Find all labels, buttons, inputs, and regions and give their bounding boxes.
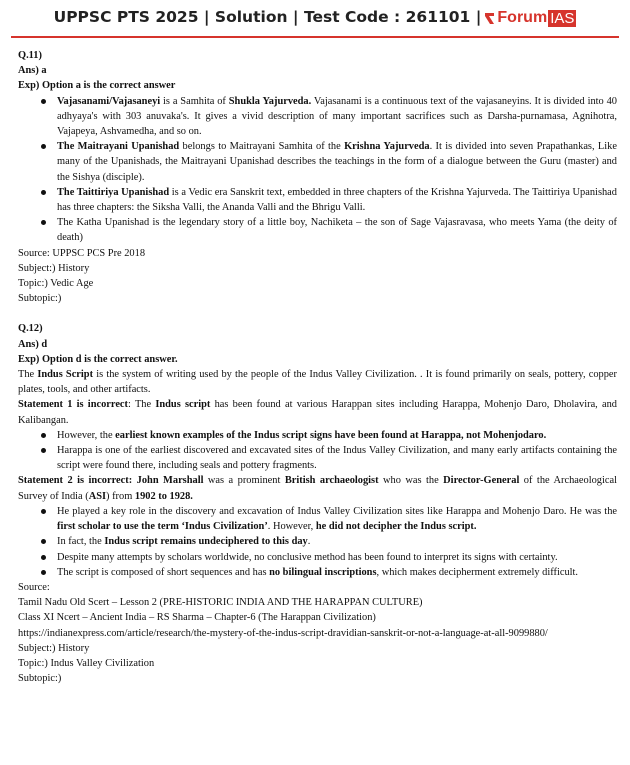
text-run: The xyxy=(18,369,38,381)
logo-ias-text: IAS xyxy=(550,9,575,27)
explanation-list xyxy=(39,94,617,246)
bold-term: no bilingual inscriptions xyxy=(269,566,377,578)
list-item xyxy=(39,565,617,580)
list-item xyxy=(39,504,617,534)
source-link[interactable]: https://indianexpress.com/article/research/the-mystery-of-the-indus-script-dravidian-sanskrit-or-not-a-language-at-all-9099880/ xyxy=(18,627,548,639)
page-header xyxy=(0,0,630,36)
intro-paragraph xyxy=(18,367,617,397)
subtopic-line: Subtopic:) xyxy=(18,673,62,685)
text-run: He played a key role in the discovery and excavation of Indus Valley Civilization sites like Harappa and Mohenjo Daro. He was the xyxy=(57,505,617,517)
bold-term: Indus script xyxy=(155,399,211,411)
text-run: of the Archaeological Survey of India ( xyxy=(18,475,617,502)
question-number: Q.12) xyxy=(18,323,43,335)
text-run: belongs to Maitrayani Samhita of the xyxy=(179,141,345,153)
text-run: . However, xyxy=(267,521,316,533)
statement-1-paragraph xyxy=(18,397,617,427)
bold-term: Shukla Yajurveda. xyxy=(228,95,312,107)
text-run: Vajasanami is a continuous text of the vajasaneyins. It is divided into 40 adhyaya's with 303 anuvaka's. It gives a vivid description of many important sacrifices such as Darsha-purnamasa, Agnihotra, Vajapeya, Ashvamedha, and so on. xyxy=(57,95,617,138)
bold-term: Statement 1 is incorrect xyxy=(18,399,129,411)
list-item: Despite many attempts by scholars worldwide, no conclusive method has been found to interpret its signs with certainty. xyxy=(39,550,617,565)
list-item xyxy=(39,428,617,443)
answer-line: Ans) a xyxy=(18,65,47,77)
source-line: Source: UPPSC PCS Pre 2018 xyxy=(18,247,146,259)
answer-line: Ans) d xyxy=(18,338,48,350)
list-item: Harappa is one of the earliest discovered and excavated sites of the Indus Valley Civilization, and many early artifacts containing the script were found there, including seals and pottery fragments. xyxy=(39,443,617,473)
source-line: Class XI Ncert – Ancient India – RS Sharma – Chapter-6 (The Harappan Civilization) xyxy=(18,612,376,624)
text-run: ) from xyxy=(106,490,135,502)
bold-term: Indus Script xyxy=(37,369,94,381)
source-label: Source: xyxy=(18,581,50,593)
subject-line: Subject:) History xyxy=(18,642,90,654)
bold-term: he did not decipher the Indus script. xyxy=(315,521,477,533)
bold-term: Director-General xyxy=(443,475,520,487)
bold-term: Krishna Yajurveda xyxy=(344,141,430,153)
bold-term: British archaeologist xyxy=(284,475,379,487)
bold-term: The Taittiriya Upanishad xyxy=(57,186,170,198)
text-run: . xyxy=(307,536,311,548)
bold-term: The Maitrayani Upanishad xyxy=(57,141,180,153)
text-run: : The xyxy=(128,399,156,411)
header-title: UPPSC PTS 2025 | Solution | Test Code : 261101 | xyxy=(53,8,482,27)
text-run: In fact, the xyxy=(57,536,105,548)
list-item xyxy=(39,94,617,140)
spacer xyxy=(18,306,617,321)
list-item xyxy=(39,185,617,215)
source-line: Tamil Nadu Old Scert – Lesson 2 (PRE-HISTORIC INDIA AND THE HARAPPAN CULTURE) xyxy=(18,597,423,609)
question-number: Q.11) xyxy=(18,50,42,61)
bold-term: ASI xyxy=(88,490,107,502)
text-run: who was the xyxy=(378,475,444,487)
bold-term: 1902 to 1928. xyxy=(134,490,193,502)
list-item xyxy=(39,139,617,185)
topic-line: Topic:) Indus Valley Civilization xyxy=(18,657,155,669)
bold-term: Statement 2 is incorrect: John Marshall xyxy=(18,475,204,487)
text-run: was a prominent xyxy=(203,475,285,487)
bold-term: Vajasanami/Vajasaneyi xyxy=(57,95,161,107)
bold-term: first scholar to use the term ‘Indus Civilization’ xyxy=(57,521,268,533)
subject-line: Subject:) History xyxy=(18,262,90,274)
text-run: , which makes decipherment extremely difficult. xyxy=(376,566,579,578)
explanation-heading: Exp) Option d is the correct answer. xyxy=(18,353,178,365)
text-run: The script is composed of short sequences and has xyxy=(57,566,270,578)
statement-2-paragraph xyxy=(18,473,617,503)
bold-term: earliest known examples of the Indus script signs have been found at Harappa, not Mohenjodaro. xyxy=(115,429,547,441)
subtopic-line: Subtopic:) xyxy=(18,293,62,305)
list-item: The Katha Upanishad is the legendary story of a little boy, Nachiketa – the son of Sage Vajasravasa, who meets Yama (the deity of death) xyxy=(39,215,617,245)
list-item xyxy=(39,534,617,549)
text-run: is a Samhita of xyxy=(160,95,229,107)
bold-term: Indus script remains undeciphered to this day xyxy=(104,536,308,548)
logo-mark-icon xyxy=(484,12,495,25)
text-run: has been found at various Harappan sites including Harappa, Mohenjo Daro, Dholavira, and Kalibangan. xyxy=(18,399,618,426)
explanation-heading: Exp) Option a is the correct answer xyxy=(18,80,176,92)
text-run: is the system of writing used by the people of the Indus Valley Civilization. . It is found primarily on seals, pottery, copper plates, tools, and other artifacts. xyxy=(18,369,617,396)
topic-line: Topic:) Vedic Age xyxy=(18,278,94,290)
text-run: . It is divided into seven Prapathankas, Like many of the Upanishads, the Maitrayani Upanishad describes the teachings in the form of a dialogue between the Guru (master) and the Sishya (disciple). xyxy=(57,141,617,183)
text-run: However, the xyxy=(57,429,116,441)
logo-forum-text: Forum xyxy=(497,9,548,27)
statement-2-list xyxy=(39,504,617,580)
document-body xyxy=(0,38,630,686)
text-run: is a Vedic era Sanskrit text, embedded in three chapters of the Krishna Yajurveda. The Taittiriya Upanishad has three chapters: the Siksha Valli, the Ananda Valli and the Bhrigu Valli. xyxy=(57,186,617,214)
forumias-logo xyxy=(484,10,576,27)
statement-1-list xyxy=(39,428,617,474)
